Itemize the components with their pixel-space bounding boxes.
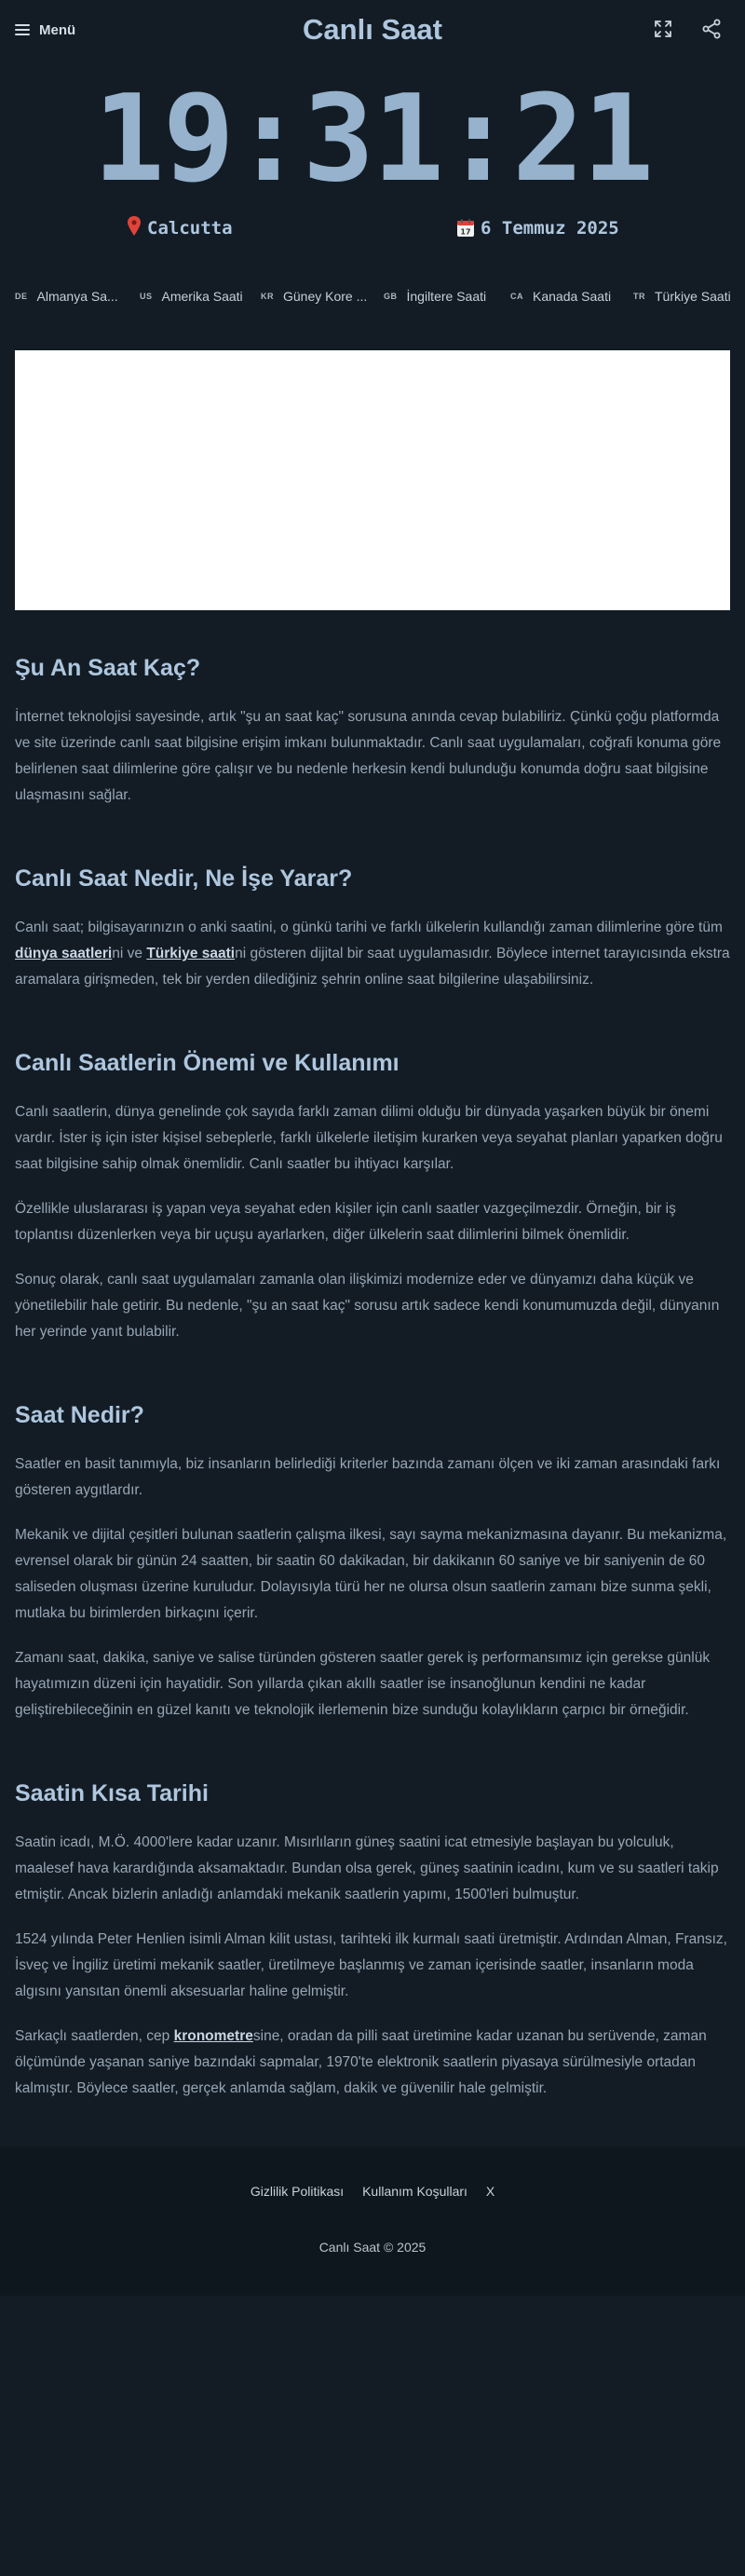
pin-icon — [127, 216, 142, 241]
tab-uk[interactable] — [384, 285, 486, 307]
tab-label: Amerika Saati — [161, 289, 243, 304]
tab-label: Kanada Saati — [533, 289, 612, 304]
tab-south-korea[interactable] — [261, 285, 367, 307]
share-icon[interactable] — [700, 18, 723, 40]
paragraph: Sonuç olarak, canlı saat uygulamaları zamanla olan ilişkimizi modernize eder ve dünyamızı daha küçük ve yönetilebilir hale getirir. Bu nedenle, "şu an saat kaç" sorusu artık sadece kendi konumumuzda değil, dünyanın her yerinde yanıt bulabilir. — [15, 1272, 720, 1340]
country-code: DE — [15, 292, 28, 301]
site-title[interactable]: Canlı Saat — [303, 13, 442, 46]
svg-text:17: 17 — [460, 227, 471, 237]
country-code: KR — [261, 292, 274, 301]
article — [15, 652, 730, 2102]
menu-label: Menü — [39, 21, 76, 38]
privacy-policy-link[interactable]: Gizlilik Politikası — [250, 2184, 345, 2199]
text-fragment: Sarkaçlı saatlerden, cep — [15, 2028, 174, 2044]
tab-usa[interactable] — [140, 285, 243, 307]
text-fragment: Canlı saat; bilgisayarınızın o anki saatini, o günkü tarihi ve farklı ülkelerin kullandığı zaman dilimlerine göre tüm — [15, 920, 723, 935]
chronometer-link[interactable]: kronometre — [173, 2028, 253, 2044]
paragraph — [15, 915, 730, 993]
world-clock-tabs — [0, 285, 745, 307]
section-title: Şu An Saat Kaç? — [15, 655, 201, 681]
text-fragment: ni gösteren dijital bir saat uygulamasıdır. Böylece internet tarayıcısında ekstra aramalara girişmeden, tek bir yerden dilediğiniz şehrin online saat bilgilerine ulaşabilirsiniz. — [15, 946, 730, 988]
section-title: Saatin Kısa Tarihi — [15, 1780, 209, 1806]
text-fragment: ni ve — [112, 946, 147, 961]
country-code: US — [140, 292, 153, 301]
section-title: Canlı Saat Nedir, Ne İşe Yarar? — [15, 865, 353, 892]
paragraph: Saatin icadı, M.Ö. 4000'lere kadar uzanır. Mısırlıların güneş saatini icat etmesiyle başlayan bu yolculuk, maalesef hava karardığında aksamaktadır. Bundan olsa gerek, güneş saatinin icadını, kum ve su saatleri takip etmiştir. Ancak bizlerin anladığı anlamdaki mekanik saatlerin yapımı, 1500'leri bulmuştur. — [15, 1834, 719, 1902]
fullscreen-icon[interactable] — [652, 18, 674, 40]
turkey-time-link[interactable]: Türkiye saati — [146, 946, 236, 961]
location — [127, 216, 233, 240]
paragraph: Özellikle uluslararası iş yapan veya seyahat eden kişiler için canlı saatler vazgeçilmezdir. Örneğin, bir iş toplantısı düzenlerken veya bir uçuşu ayarlarken, diğer ülkelerin saat dilimlerini bilmek önemlidir. — [15, 1201, 676, 1243]
city-name: Calcutta — [147, 218, 233, 239]
country-code: TR — [633, 292, 645, 301]
header — [0, 0, 745, 58]
footer — [0, 2147, 745, 2296]
world-clocks-link[interactable]: dünya saatleri — [15, 946, 113, 961]
date-text: 6 Temmuz 2025 — [481, 218, 619, 239]
country-code: CA — [510, 292, 523, 301]
paragraph: Saatler en basit tanımıyla, biz insanların belirlediği kriterler bazında zamanı ölçen ve iki zaman arasındaki farkı gösteren aygıtlardır. — [15, 1456, 721, 1498]
section-title: Canlı Saatlerin Önemi ve Kullanımı — [15, 1050, 400, 1076]
tab-turkey[interactable] — [633, 285, 731, 307]
footer-links — [0, 2184, 745, 2199]
tab-germany[interactable] — [15, 285, 118, 307]
paragraph: Mekanik ve dijital çeşitleri bulunan saatlerin çalışma ilkesi, sayı sayma mekanizmasına dayanır. Bu mekanizma, evrensel olarak bir günün 24 saatten, bir saatin 60 dakikadan, bir dakikanın 60 saniye ve bir saniyenin de 60 saliseden oluşması üzerine kuruludur. Dolayısıyla türü her ne olursa olsun saatlerin zamanı bize sunma şekli, mutlaka bu birimlerden birkaçını içerir. — [15, 1527, 727, 1621]
paragraph: İnternet teknolojisi sayesinde, artık "şu an saat kaç" sorusuna anında cevap bulabiliriz. Çünkü çoğu platformda ve site üzerinde canlı saat bilgisine erişim imkanı bulunmaktadır. Canlı saat uygulamaları, coğrafi konuma göre belirlenen saat dilimlerine göre çalışır ve bu nedenle herkesin kendi bulunduğu konumda doğru saat bilgisine ulaşmasını sağlar. — [15, 709, 722, 803]
paragraph: 1524 yılında Peter Henlien isimli Alman kilit ustası, tarihteki ilk kurmalı saati üretmiştir. Ardından Alman, Fransız, İsveç ve İngiliz üretimi mekanik saatler, üretilmeye başlanmış ve zaman içerisinde saatler, insanların moda algısını yansıtan önemli aksesuarlar haline gelmiştir. — [15, 1931, 727, 1999]
terms-of-use-link[interactable]: Kullanım Koşulları — [362, 2184, 467, 2199]
text-fragment: sine, oradan da pilli saat üretimine kadar uzanan bu serüvende, zaman ölçümünde yaşanan saniye bazındaki sapmalar, 1970'te elektronik saatlerin piyasaya sürülmesiyle ortadan kalmıştır. Böylece saatler, gerçek anlamda sağlam, dakik ve güvenilir hale gelmiştir. — [15, 2028, 707, 2096]
tab-label: Almanya Sa... — [36, 289, 118, 304]
tab-canada[interactable] — [510, 285, 611, 307]
ad-banner — [15, 350, 730, 610]
paragraph: Canlı saatlerin, dünya genelinde çok sayıda farklı zaman dilimi olduğu bir dünyada yaşarken büyük bir önemi vardır. İster iş için ister kişisel sebeplerle, farklı ülkelerle iletişim kurarken veya seyahat planları yaparken doğru saat bilgisine sahip olmak önemlidir. Canlı saatler bu ihtiyacı karşılar. — [15, 1104, 723, 1172]
live-clock: 19:31:21 — [92, 70, 653, 209]
copyright: Canlı Saat © 2025 — [318, 2240, 427, 2255]
country-code: GB — [384, 292, 398, 301]
calendar-icon — [456, 219, 475, 238]
x-social-link[interactable]: X — [485, 2184, 495, 2199]
tab-label: Güney Kore ... — [283, 289, 368, 304]
paragraph — [15, 2024, 730, 2102]
paragraph: Zamanı saat, dakika, saniye ve salise türünden gösteren saatler gerek iş performansımız için gerekse günlük hayatımızın düzeni için hayatidir. Son yıllarda çıkan akıllı saatler ise insanoğlunun kendini ne kadar geliştirebileceğinin en güzel kanıtı ve teknolojik ilerlemenin bize sunduğu kolaylıkların çarpıcı bir örneğidir. — [15, 1650, 711, 1718]
section-title: Saat Nedir? — [15, 1402, 144, 1428]
tab-label: Türkiye Saati — [655, 289, 731, 304]
date-display — [456, 216, 619, 240]
tab-label: İngiltere Saati — [406, 289, 487, 304]
